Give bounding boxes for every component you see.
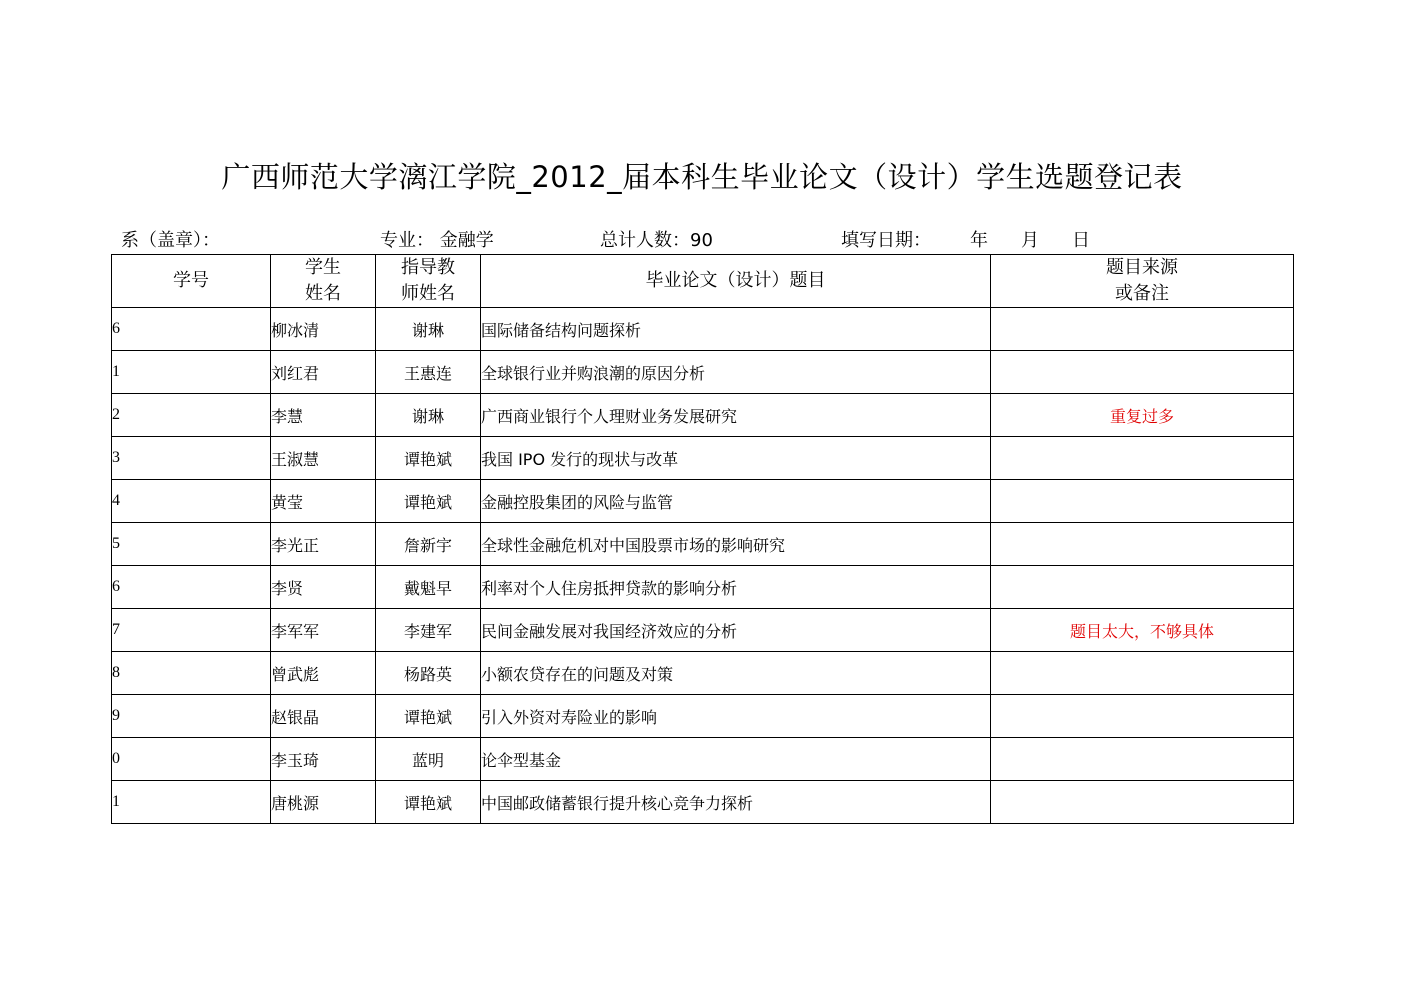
student-id-cell: 0 (112, 738, 271, 781)
thesis-topic-cell: 中国邮政储蓄银行提升核心竞争力探析 (481, 781, 991, 824)
header-student-name: 学生 姓名 (271, 255, 376, 308)
advisor-name-cell: 谭艳斌 (376, 480, 481, 523)
notes-cell: 重复过多 (991, 394, 1294, 437)
advisor-name-cell: 谢琳 (376, 308, 481, 351)
thesis-topic-cell: 小额农贷存在的问题及对策 (481, 652, 991, 695)
student-name-cell: 刘红君 (271, 351, 376, 394)
table-row (112, 308, 1294, 351)
student-id-cell: 1 (112, 351, 271, 394)
student-name-cell: 李贤 (271, 566, 376, 609)
total-count-label: 总计人数：90 (600, 230, 713, 251)
student-id-cell: 1 (112, 781, 271, 824)
thesis-topic-cell: 广西商业银行个人理财业务发展研究 (481, 394, 991, 437)
notes-cell (991, 738, 1294, 781)
student-name-cell: 曾武彪 (271, 652, 376, 695)
notes-cell (991, 695, 1294, 738)
date-month-label: 月 (1021, 230, 1039, 251)
table-row (112, 781, 1294, 824)
advisor-name-cell: 蓝明 (376, 738, 481, 781)
topic-registration-table (111, 254, 1294, 824)
page-title: 广西师范大学漓江学院_2012_届本科生毕业论文（设计）学生选题登记表 (221, 160, 1183, 194)
advisor-name-cell: 王惠连 (376, 351, 481, 394)
table-row (112, 394, 1294, 437)
advisor-name-cell: 谭艳斌 (376, 781, 481, 824)
notes-cell (991, 308, 1294, 351)
advisor-name-cell: 谭艳斌 (376, 437, 481, 480)
student-name-cell: 赵银晶 (271, 695, 376, 738)
table-row (112, 480, 1294, 523)
student-name-cell: 李军军 (271, 609, 376, 652)
notes-cell (991, 437, 1294, 480)
table-row (112, 609, 1294, 652)
thesis-topic-cell: 民间金融发展对我国经济效应的分析 (481, 609, 991, 652)
advisor-name-cell: 詹新宇 (376, 523, 481, 566)
thesis-topic-cell: 全球性金融危机对中国股票市场的影响研究 (481, 523, 991, 566)
thesis-topic-cell: 国际储备结构问题探析 (481, 308, 991, 351)
advisor-name-cell: 谭艳斌 (376, 695, 481, 738)
header-advisor-name: 指导教 师姓名 (376, 255, 481, 308)
thesis-topic-cell: 论伞型基金 (481, 738, 991, 781)
advisor-name-cell: 戴魁早 (376, 566, 481, 609)
table-row (112, 738, 1294, 781)
student-name-cell: 李慧 (271, 394, 376, 437)
notes-cell: 题目太大，不够具体 (991, 609, 1294, 652)
student-name-cell: 李光正 (271, 523, 376, 566)
thesis-topic-cell: 利率对个人住房抵押贷款的影响分析 (481, 566, 991, 609)
student-id-cell: 7 (112, 609, 271, 652)
thesis-topic-cell: 我国 IPO 发行的现状与改革 (481, 437, 991, 480)
date-year-label: 年 (970, 230, 988, 251)
student-name-cell: 唐桃源 (271, 781, 376, 824)
department-stamp-label: 系（盖章）： (121, 230, 220, 251)
table-row (112, 523, 1294, 566)
notes-cell (991, 523, 1294, 566)
student-name-cell: 黄莹 (271, 480, 376, 523)
major-label: 专业： 金融学 (380, 230, 494, 251)
student-name-cell: 柳冰清 (271, 308, 376, 351)
table-header-row (112, 255, 1294, 308)
thesis-topic-cell: 金融控股集团的风险与监管 (481, 480, 991, 523)
table-row (112, 437, 1294, 480)
student-id-cell: 6 (112, 308, 271, 351)
student-id-cell: 9 (112, 695, 271, 738)
student-name-cell: 王淑慧 (271, 437, 376, 480)
notes-cell (991, 480, 1294, 523)
student-id-cell: 5 (112, 523, 271, 566)
advisor-name-cell: 杨路英 (376, 652, 481, 695)
table-row (112, 351, 1294, 394)
date-day-label: 日 (1072, 230, 1090, 251)
header-student-id: 学号 (112, 255, 271, 308)
table-row (112, 695, 1294, 738)
thesis-topic-cell: 引入外资对寿险业的影响 (481, 695, 991, 738)
student-id-cell: 3 (112, 437, 271, 480)
advisor-name-cell: 李建军 (376, 609, 481, 652)
notes-cell (991, 351, 1294, 394)
advisor-name-cell: 谢琳 (376, 394, 481, 437)
student-id-cell: 6 (112, 566, 271, 609)
notes-cell (991, 566, 1294, 609)
student-name-cell: 李玉琦 (271, 738, 376, 781)
student-id-cell: 8 (112, 652, 271, 695)
notes-cell (991, 781, 1294, 824)
student-id-cell: 4 (112, 480, 271, 523)
fill-date-label: 填写日期： (841, 230, 931, 251)
notes-cell (991, 652, 1294, 695)
header-thesis-topic: 毕业论文（设计）题目 (481, 255, 991, 308)
student-id-cell: 2 (112, 394, 271, 437)
table-row (112, 652, 1294, 695)
header-topic-source-notes: 题目来源 或备注 (991, 255, 1294, 308)
thesis-topic-cell: 全球银行业并购浪潮的原因分析 (481, 351, 991, 394)
table-row (112, 566, 1294, 609)
